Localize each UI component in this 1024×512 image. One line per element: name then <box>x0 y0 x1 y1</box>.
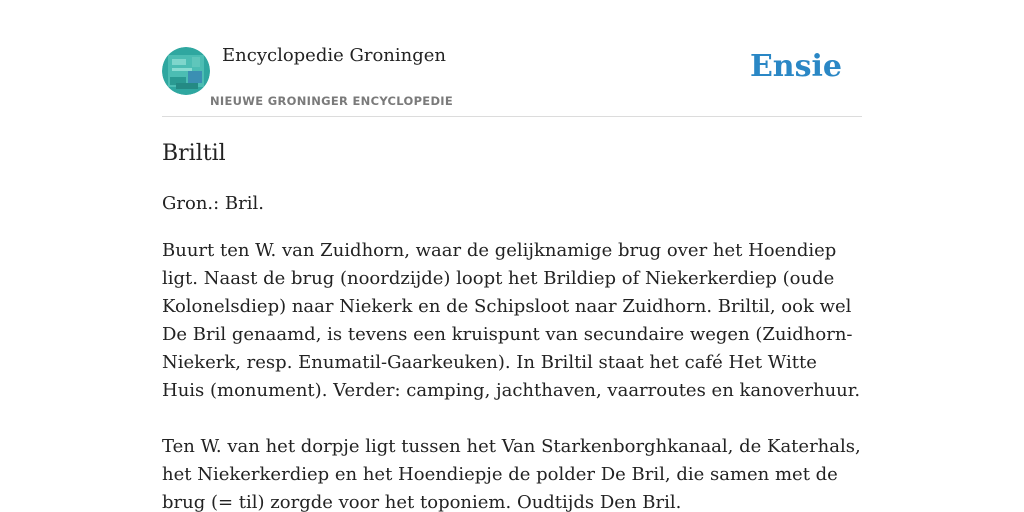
article-alias: Gron.: Bril. <box>162 193 264 214</box>
ensie-brand-logo[interactable]: Ensie <box>749 49 842 84</box>
site-header <box>162 0 862 117</box>
article-content <box>162 138 862 512</box>
site-title[interactable]: Encyclopedie Groningen <box>222 45 447 66</box>
article-paragraph: Ten W. van het dorpje ligt tussen het Van Starkenborghkanaal, de Katerhals, het Niekerkerdiep en het Hoendiepje de polder De Bril, die samen met de brug (= til) zorgde voor het toponiem. Oudtijds Den Bril. <box>162 436 861 512</box>
site-subtitle: NIEUWE GRONINGER ENCYCLOPEDIE <box>210 94 454 108</box>
article-title: Briltil <box>162 141 226 166</box>
encyclopedia-logo-icon[interactable] <box>162 47 210 95</box>
article-paragraph: Buurt ten W. van Zuidhorn, waar de gelijknamige brug over het Hoendiep ligt. Naast de brug (noordzijde) loopt het Brildiep of Niekerkerdiep (oude Kolonelsdiep) naar Niekerk en de Schipsloot naar Zuidhorn. Briltil, ook wel De Bril genaamd, is tevens een kruispunt van secundaire wegen (Zuidhorn-Niekerk, resp. Enumatil-Gaarkeuken). In Briltil staat het café Het Witte Huis (monument). Verder: camping, jachthaven, vaarroutes en kanoverhuur. <box>162 240 861 401</box>
